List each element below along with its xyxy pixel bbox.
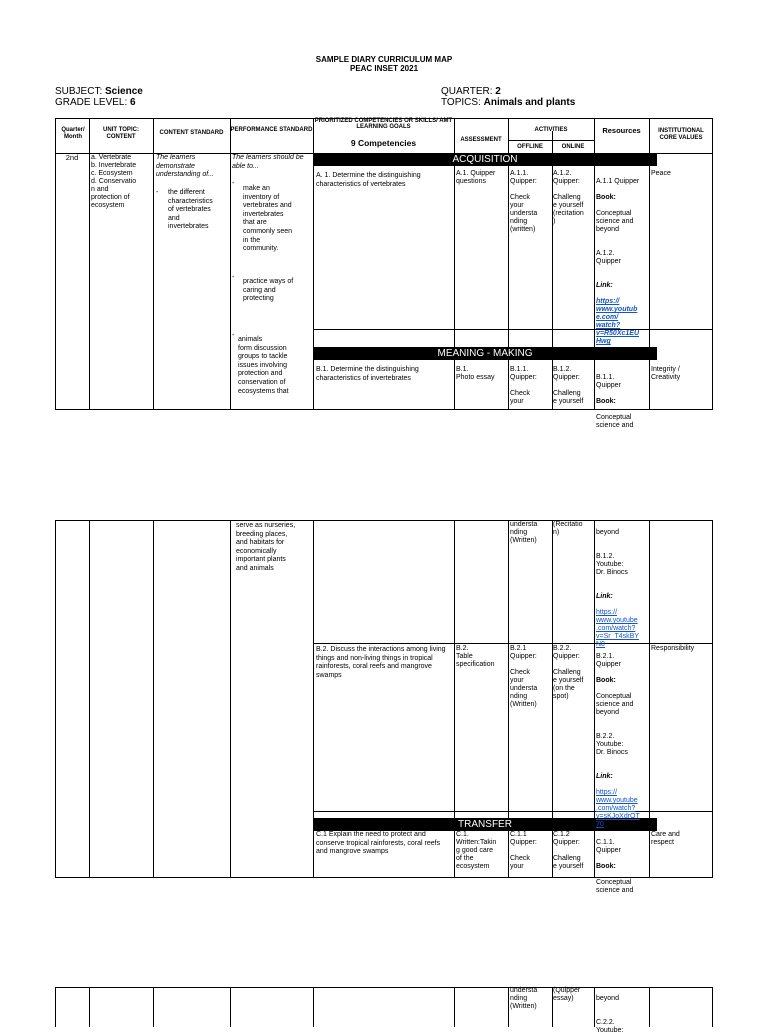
value-b2: Responsibility bbox=[651, 645, 695, 652]
col-assessment-header: ASSESSMENT bbox=[460, 137, 502, 143]
grade-label: GRADE LEVEL: bbox=[55, 97, 128, 108]
quarter-value: 2 bbox=[495, 86, 501, 97]
col-quarter-header: Quarter/ Month bbox=[61, 127, 85, 140]
resource-link-label: Link: bbox=[596, 282, 613, 289]
content-standard-item: the different characteristics of vertebrates and invertebrates bbox=[168, 189, 213, 231]
offline-a1: A.1.1. Quipper: Check your understa nding (written) bbox=[510, 170, 538, 233]
online-b2: B.2.2. Quipper: Challeng e yourself (on the spot) bbox=[553, 645, 584, 700]
performance-item-2: practice ways of caring and protecting bbox=[243, 278, 294, 303]
resource-b2-2: B.2.2. Youtube: Dr. Binocs bbox=[596, 733, 628, 756]
online-b1: B.1.2. Quipper: Challeng e yourself bbox=[553, 366, 584, 405]
col-performance-header: PERFORMANCE STANDARD bbox=[230, 127, 313, 133]
online-c1: C.1.2 Quipper: Challeng e yourself bbox=[553, 831, 584, 870]
competency-c1: C.1 Explain the need to protect and conserve tropical rainforests, coral reefs and mangrove swamps bbox=[316, 831, 441, 856]
band-acquisition: ACQUISITION bbox=[313, 153, 657, 166]
resource-link-label: Link: bbox=[596, 773, 613, 780]
performance-item-1: make an inventory of vertebrates and invertebrates that are commonly seen in the community. bbox=[243, 185, 293, 253]
grade-value: 6 bbox=[130, 97, 136, 108]
resource-a1-book: Book: bbox=[596, 194, 616, 201]
resource-a1-text: Conceptual science and beyond bbox=[596, 210, 634, 233]
subject-value: Science bbox=[105, 86, 143, 97]
resource-c1-cont-text: beyond bbox=[596, 995, 619, 1002]
resource-link-label: Link: bbox=[596, 593, 613, 600]
competency-b1: B.1. Determine the distinguishing characteristics of invertebrates bbox=[316, 366, 419, 382]
offline-b1: B.1.1. Quipper: Check your bbox=[510, 366, 537, 405]
resource-link-b2[interactable]: https:// www.youtube .com/watch? v=sKJoXdrOT 70 bbox=[596, 789, 640, 828]
competency-a1: A. 1. Determine the distinguishing characteristics of vertebrates bbox=[316, 172, 421, 188]
col-values-header: INSTITUTIONAL CORE VALUES bbox=[658, 128, 704, 141]
resource-c1-text: Conceptual science and bbox=[596, 879, 634, 894]
resource-b1-cont bbox=[596, 521, 650, 649]
topics-line bbox=[441, 97, 575, 108]
online-b1-cont: (Recitatio n) bbox=[553, 521, 583, 536]
competencies-count: 9 Competencies bbox=[350, 138, 417, 148]
resource-b1-text: Conceptual science and bbox=[596, 414, 634, 429]
competency-b2: B.2. Discuss the interactions among living things and non-living things in tropical rainforests, coral reefs and mangrove swamps bbox=[316, 646, 446, 679]
resource-b2-text: Conceptual science and beyond bbox=[596, 693, 634, 716]
unit-topics: a. Vertebrate b. Invertebrate c. Ecosystem d. Conservatio n and protection of ecosystem bbox=[91, 154, 137, 209]
resource-link-b1[interactable]: https:// www.youtube .com/watch? v=Sr_T4skBY N0 bbox=[596, 609, 639, 648]
topics-label: TOPICS: bbox=[441, 97, 481, 108]
subject-line bbox=[55, 86, 143, 97]
content-standard-intro: The learners demonstrate understanding of... bbox=[156, 154, 214, 179]
band-meaning-making: MEANING - MAKING bbox=[313, 347, 657, 360]
online-c1-cont: (Quipper essay) bbox=[553, 987, 581, 1002]
col-resources-header: Resources bbox=[602, 126, 641, 135]
col-offline-header: OFFLINE bbox=[517, 144, 543, 150]
col-content-header: CONTENT STANDARD bbox=[159, 130, 224, 136]
resource-b1-2: B.1.2. Youtube: Dr. Binocs bbox=[596, 553, 628, 576]
offline-b1-cont: understa nding (Written) bbox=[510, 521, 538, 544]
resource-b1-code: B.1.1. Quipper bbox=[596, 374, 621, 389]
col-activities-header: ACTIVITIES bbox=[534, 127, 568, 133]
col-unit-header: UNIT TOPIC: CONTENT bbox=[103, 127, 139, 140]
resource-b1-cont-text: beyond bbox=[596, 529, 619, 536]
assessment-b1: B.1. Photo essay bbox=[456, 366, 495, 381]
resource-c1-code: C.1.1. Quipper bbox=[596, 839, 621, 854]
resource-c2-2: C.2.2. Youtube: bbox=[596, 1019, 624, 1034]
assessment-c1: C.1. Written:Takin g good care of the ecosystem bbox=[456, 831, 497, 870]
subject-label: SUBJECT: bbox=[55, 86, 103, 97]
quarter-line bbox=[441, 86, 501, 97]
resource-b2-code: B.2.1. Quipper bbox=[596, 653, 621, 668]
value-a1: Peace bbox=[651, 170, 671, 177]
topics-value: Animals and plants bbox=[483, 97, 576, 108]
performance-item-3: animals form discussion groups to tackle issues involving protection and conservation of ecosystems that bbox=[238, 336, 289, 395]
value-b1: Integrity / Creativity bbox=[651, 366, 681, 381]
resource-c1-cont bbox=[596, 987, 650, 1035]
resource-b1 bbox=[596, 366, 650, 430]
online-a1: A.1.2. Quipper: Challeng e yourself (recitation ) bbox=[553, 170, 584, 225]
col-online-header: ONLINE bbox=[561, 144, 585, 150]
resource-c1 bbox=[596, 831, 650, 895]
col-competencies-header: PRIORITIZED COMPETENCIES OR SKILLS/ AMT LEARNING GOALS bbox=[314, 118, 453, 131]
document-subtitle: PEAC INSET 2021 bbox=[349, 64, 419, 73]
band-transfer: TRANSFER bbox=[313, 818, 657, 831]
resource-link-a[interactable]: https:// www.youtub e.com/ watch? v=R50Xc1EU Hwg bbox=[596, 298, 640, 345]
resource-c1-book: Book: bbox=[596, 863, 616, 870]
grade-line bbox=[55, 97, 136, 108]
performance-standard-intro: The learners should be able to... bbox=[232, 154, 304, 170]
offline-c1-cont: understa nding (Written) bbox=[510, 987, 538, 1010]
resource-a1-code: A.1.1 Quipper bbox=[596, 178, 640, 185]
bullet: - bbox=[156, 189, 159, 196]
resource-b1-book: Book: bbox=[596, 398, 616, 405]
assessment-b2: B.2. Table specification bbox=[456, 645, 495, 668]
bullet: - bbox=[232, 332, 235, 339]
assessment-a1: A.1. Quipper questions bbox=[456, 170, 496, 185]
bullet: - bbox=[232, 180, 235, 187]
resource-a2: A.1.2. Quipper bbox=[596, 250, 621, 265]
value-c1: Care and respect bbox=[651, 831, 680, 846]
resource-a1 bbox=[596, 170, 650, 346]
offline-c1: C.1.1 Quipper: Check your bbox=[510, 831, 537, 870]
quarter-value-cell: 2nd bbox=[65, 153, 79, 162]
resource-b2-book: Book: bbox=[596, 677, 616, 684]
bullet: - bbox=[232, 274, 235, 281]
document-title: SAMPLE DIARY CURRICULUM MAP bbox=[315, 55, 453, 64]
resource-b2 bbox=[596, 645, 650, 829]
performance-item-3-cont: serve as nurseries, breeding places, and habitats for economically important plants and animals bbox=[236, 522, 296, 572]
offline-b2: B.2.1 Quipper: Check your understa nding (Written) bbox=[510, 645, 538, 708]
quarter-label: QUARTER: bbox=[441, 86, 493, 97]
